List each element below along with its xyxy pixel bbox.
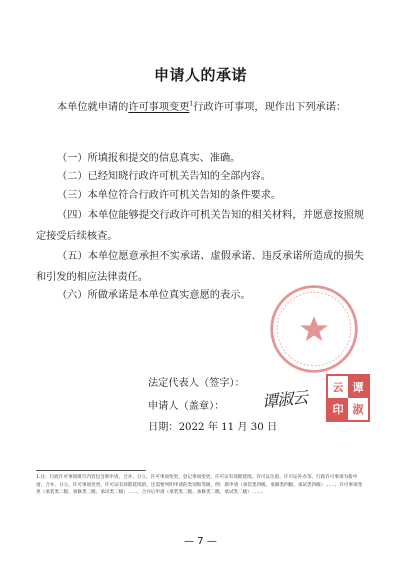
commitment-5: （五）本单位愿意承担不实承诺、虚假承诺、违反承诺所造成的损失和引发的相应法律责任。 (36, 251, 364, 283)
handwritten-signature: 谭淑云 (261, 387, 308, 412)
company-seal-stamp (268, 283, 360, 375)
personal-name-seal (326, 374, 370, 422)
commitment-3: （三）本单位符合行政许可机关告知的条件要求。 (57, 190, 282, 201)
footnote-marker: 1 (189, 100, 194, 108)
document-title: 申请人的承诺 (153, 66, 247, 84)
commitment-1: （一）所填报和提交的信息真实、准确。 (57, 153, 241, 164)
seal-char: 印 (328, 398, 348, 420)
intro-suffix: 行政许可事项，现作出下列承诺： (193, 102, 347, 113)
commitment-2: （二）已经知晓行政许可机关告知的全部内容。 (57, 171, 271, 182)
commitment-6: （六）所做承诺是本单位真实意愿的表示。 (57, 290, 251, 301)
page-number: — 7 — (184, 536, 217, 547)
footnote-divider (36, 470, 146, 471)
footnote-text: 1.注：行政许可事项填写内容包含新申请、合并、分立、许可事项变更、登记事项变更、许可证有效期延续、许可证注销、许可证补办等。行政许可事项为新申请、合并、分立、许可事项变更、许可证有效期延续的，还需要列明申请的类别和等级，例：新申请（承装类四级、承修类四级、承试类四级）……、许可事项变更（承装类二级、承修类二级、承试类二级）……、合并后申请（承装类二级、承修类二级、承试类二级）……。 (36, 475, 363, 496)
seal-char: 淑 (352, 403, 364, 416)
intro-prefix: 本单位就申请的 (57, 102, 129, 113)
commitment-4: （四）本单位能够提交行政许可机关告知的相关材料，并愿意按照规定接受后续核查。 (36, 210, 364, 242)
legal-representative-label: 法定代表人（签字）： (148, 378, 245, 389)
seal-char: 云 (332, 381, 344, 394)
date-label: 日期： (148, 422, 179, 433)
applicant-seal-label: 申请人（盖章）： (148, 401, 225, 412)
date-value: 2022 年 11 月 30 日 (178, 422, 278, 433)
date-line (148, 418, 277, 433)
intro-paragraph (36, 98, 364, 119)
seal-char: 谭 (348, 376, 368, 398)
intro-item: 许可事项变更 (128, 102, 190, 113)
